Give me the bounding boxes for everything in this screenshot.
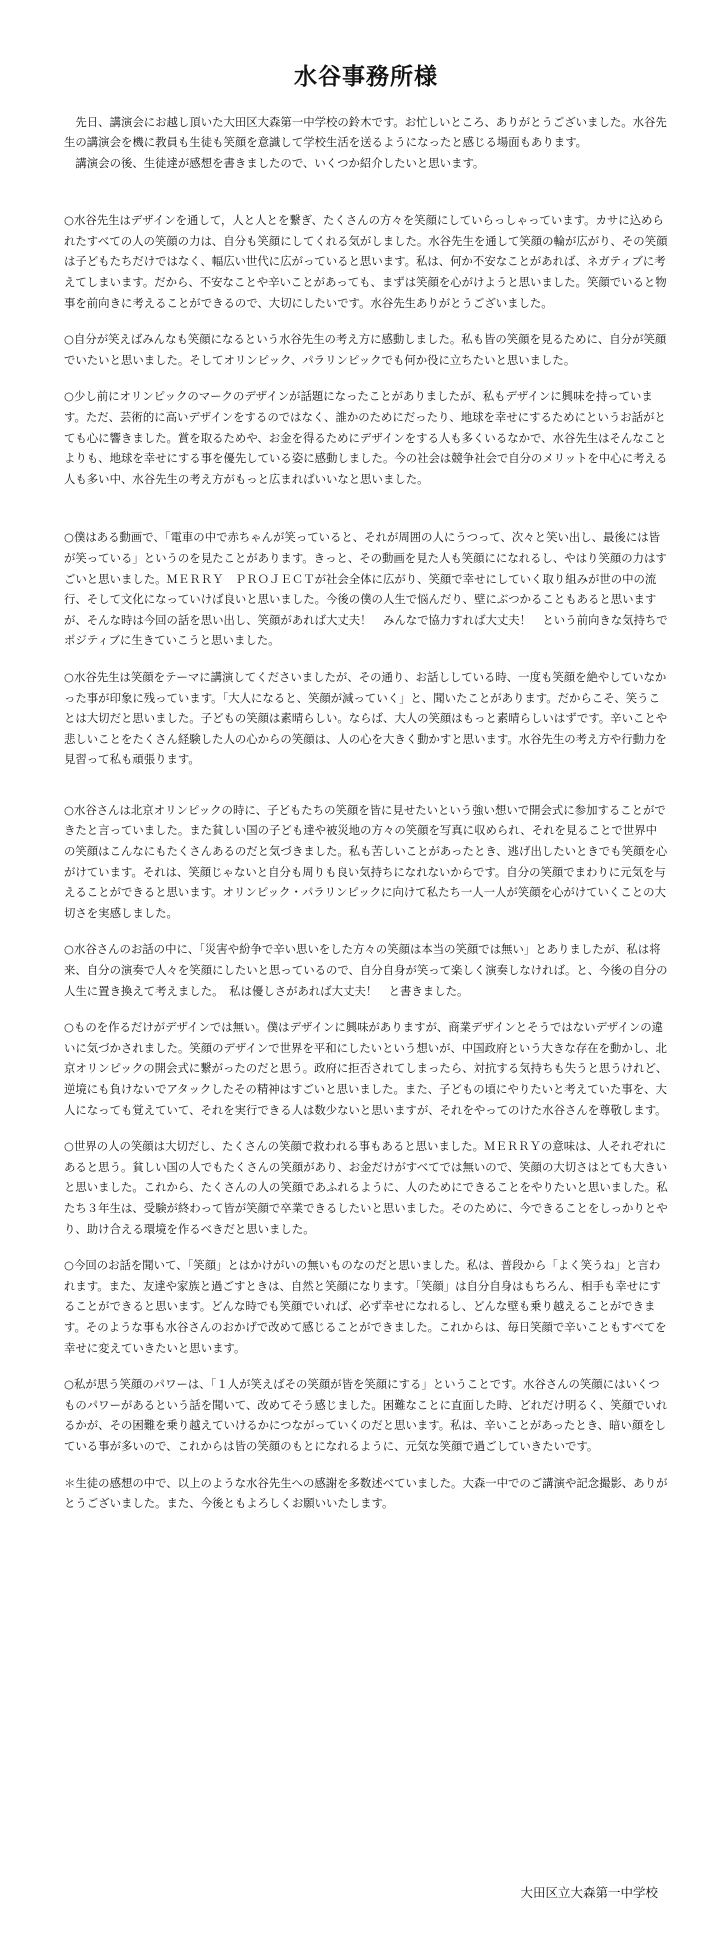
student-comment: ○自分が笑えばみんなも笑顔になるという水谷先生の考え方に感動しました。私も皆の笑顔を見るために、自分が笑顔でいたいと思いました。そしてオリンピック、パラリンピックでも何か役に立ちたいと思いました。 xyxy=(64,332,667,367)
page-title: 水谷事務所様 xyxy=(294,64,438,90)
student-comment: ○ものを作るだけがデザインでは無い。僕はデザインに興味がありますが、商業デザインとそうではないデザインの違いに気づかされました。笑顔のデザインで世界を平和にしたいという想いが、中国政府という大きな存在を動かし、北京オリンピックの開会式に繋がったのだと思う。政府に拒否されてしまったら、対抗する気持ちも失うと思うけれど、逆境にも負けないでアタックしたその精神はすごいと思いました。また、子どもの頃にやりたいと考えていた事を、大人になっても覚えていて、それを実行できる人は数少ないと思いますが、それをやってのけた水谷さんを尊敬します。 xyxy=(64,1020,668,1117)
school-signature: 大田区立大森第一中学校 xyxy=(520,1885,658,1900)
student-comment: ○僕はある動画で、「電車の中で赤ちゃんが笑っていると、それが周囲の人にうつって、次々と笑い出し、最後には皆が笑っている」というのを見たことがあります。きっと、その動画を見た人も笑顔にになれるし、やはり笑顔の力はすごいと思いました。ＭＥＲＲＹ ＰＲＯＪＥＣＴが社会全体に広がり、笑顔で幸せにしていく取り組みが世の中の流行、そして文化になっていけば良いと思いました。今後の僕の人生で悩んだり、壁にぶつかることもあると思いますが、そんな時は今回の話を思い出し、笑顔があれば大丈夫！ みんなで協力すれば大丈夫！ という前向きな気持ちでポジティブに生きていこうと思いました。 xyxy=(64,530,668,648)
student-comment: ○水谷さんのお話の中に、「災害や紛争で辛い思いをした方々の笑顔は本当の笑顔では無い」とありましたが、私は将来、自分の演奏で人々を笑顔にしたいと思っているので、自分自身が笑って楽しく演奏しなければ。と、今後の自分の人生に置き換えて考えました。 私は優しさがあれば大丈夫！ と書きました。 xyxy=(64,942,668,998)
student-comment: ○水谷先生は笑顔をテーマに講演してくださいましたが、その通り、お話ししている時、一度も笑顔を絶やしていなかった事が印象に残っています。「大人になると、笑顔が減っていく」と、聞いたことがあります。だからこそ、笑うことは大切だと思いました。子どもの笑顔は素晴らしい。ならば、大人の笑顔はもっと素晴らしいはずです。辛いことや悲しいことをたくさん経験した人の心からの笑顔は、人の心を大きく動かすと思います。水谷先生の考え方や行動力を見習って私も頑張ります。 xyxy=(64,669,668,767)
intro-paragraph: 講演会の後、生徒達が感想を書きましたので、いくつか紹介したいと思います。 xyxy=(75,155,485,170)
student-comment: ○少し前にオリンピックのマークのデザインが話題になったことがありましたが、私もデザインに興味を持っています。ただ、芸術的に高いデザインをするのではなく、誰かのためにだったり、地球を幸せにするためにというお話がとても心に響きました。賞を取るためや、お金を得るためにデザインをする人も多くいるなかで、水谷先生はそんなことよりも、地球を幸せにする事を優先している姿に感動しました。今の社会は競争社会で自分のメリットを中心に考える人も多い中、水谷先生の考え方がもっと広まればいいなと思いました。 xyxy=(64,389,668,486)
intro-section xyxy=(64,112,668,173)
student-comment: ○今回のお話を聞いて、「笑顔」とはかけがいの無いものなのだと思いました。私は、普段から「よく笑うね」と言われます。また、友達や家族と過ごすときは、自然と笑顔になります。「笑顔」は自分自身はもちろん、相手も幸せにすることができると思います。どんな時でも笑顔でいれば、必ず幸せになれるし、どんな壁も乗り越えることができます。そのような事も水谷さんのおかげで改めて感じることができました。これからは、毎日笑顔で辛いこともすべてを幸せに変えていきたいと思います。 xyxy=(64,1258,667,1355)
student-comment: ○水谷さんは北京オリンピックの時に、子どもたちの笑顔を皆に見せたいという強い想いで開会式に参加することができたと言っていました。また貧しい国の子ども達や被災地の方々の笑顔を写真に収められ、それを見ることで世界中の笑顔はこんなにもたくさんあるのだと気づきました。私も苦しいことがあったとき、逃げ出したいときでも笑顔を心がけています。それは、笑顔じゃないと自分も周りも良い気持ちになれないからです。自分の笑顔でまわりに元気を与えることができると思います。オリンピック・パラリンピックに向けて私たち一人一人が笑顔を心がけていくことの大切さを実感しました。 xyxy=(64,802,668,920)
student-comments xyxy=(64,210,668,1456)
student-comment: ○世界の人の笑顔は大切だし、たくさんの笑顔で救われる事もあると思いました。ＭＥＲＲＹの意味は、人それぞれにあると思う。貧しい国の人でもたくさんの笑顔があり、お金だけがすべてでは無いので、笑顔の大切さはとても大きいと思いました。これから、たくさんの人の笑顔であふれるように、人のためにできることをやりたいと思いました。私たち３年生は、受験が終わって皆が笑顔で卒業できるしたいと思いました。そのために、今できることをしっかりとやり、助け合える環境を作るべきだと思いました。 xyxy=(64,1139,668,1236)
intro-paragraph: 先日、講演会にお越し頂いた大田区大森第一中学校の鈴木です。お忙しいところ、ありがとうございました。水谷先生の講演会を機に教員も生徒も笑顔を意識して学校生活を送るようになったと感じる場面もあります。 xyxy=(64,115,667,150)
student-comment: ○水谷先生はデザインを通して，人と人とを繋ぎ、たくさんの方々を笑顔にしていらっしゃっています。カサに込められたすべての人の笑顔の力は、自分も笑顔にしてくれる気がしました。水谷先生を通して笑顔の輪が広がり、その笑顔は子どもたちだけではなく、幅広い世代に広がっていると思います。私は、何か不安なことがあれば、ネガティブに考えてしまいます。だから、不安なことや辛いことがあっても、まずは笑顔を心がけようと思いました。笑顔でいると物事を前向きに考えることができるので、大切にしたいです。水谷先生ありがとうございました。 xyxy=(64,213,668,310)
student-comment: ○私が思う笑顔のパワーは、「１人が笑えばその笑顔が皆を笑顔にする」ということです。水谷さんの笑顔にはいくつものパワーがあるという話を聞いて、改めてそう感じました。困難なことに直面した時、どれだけ明るく、笑顔でいれるかが、その困難を乗り越えていけるかにつながっていくのだと思います。私は、辛いことがあったとき、暗い顔をしている事が多いので、これからは皆の笑顔のもとになれるように、元気な笑顔で過ごしていきたいです。 xyxy=(64,1377,668,1453)
closing-note: ＊生徒の感想の中で、以上のような水谷先生への感謝を多数述べていました。大森一中でのご講演や記念撮影、ありがとうございました。また、今後ともよろしくお願いいたします。 xyxy=(64,1475,668,1511)
